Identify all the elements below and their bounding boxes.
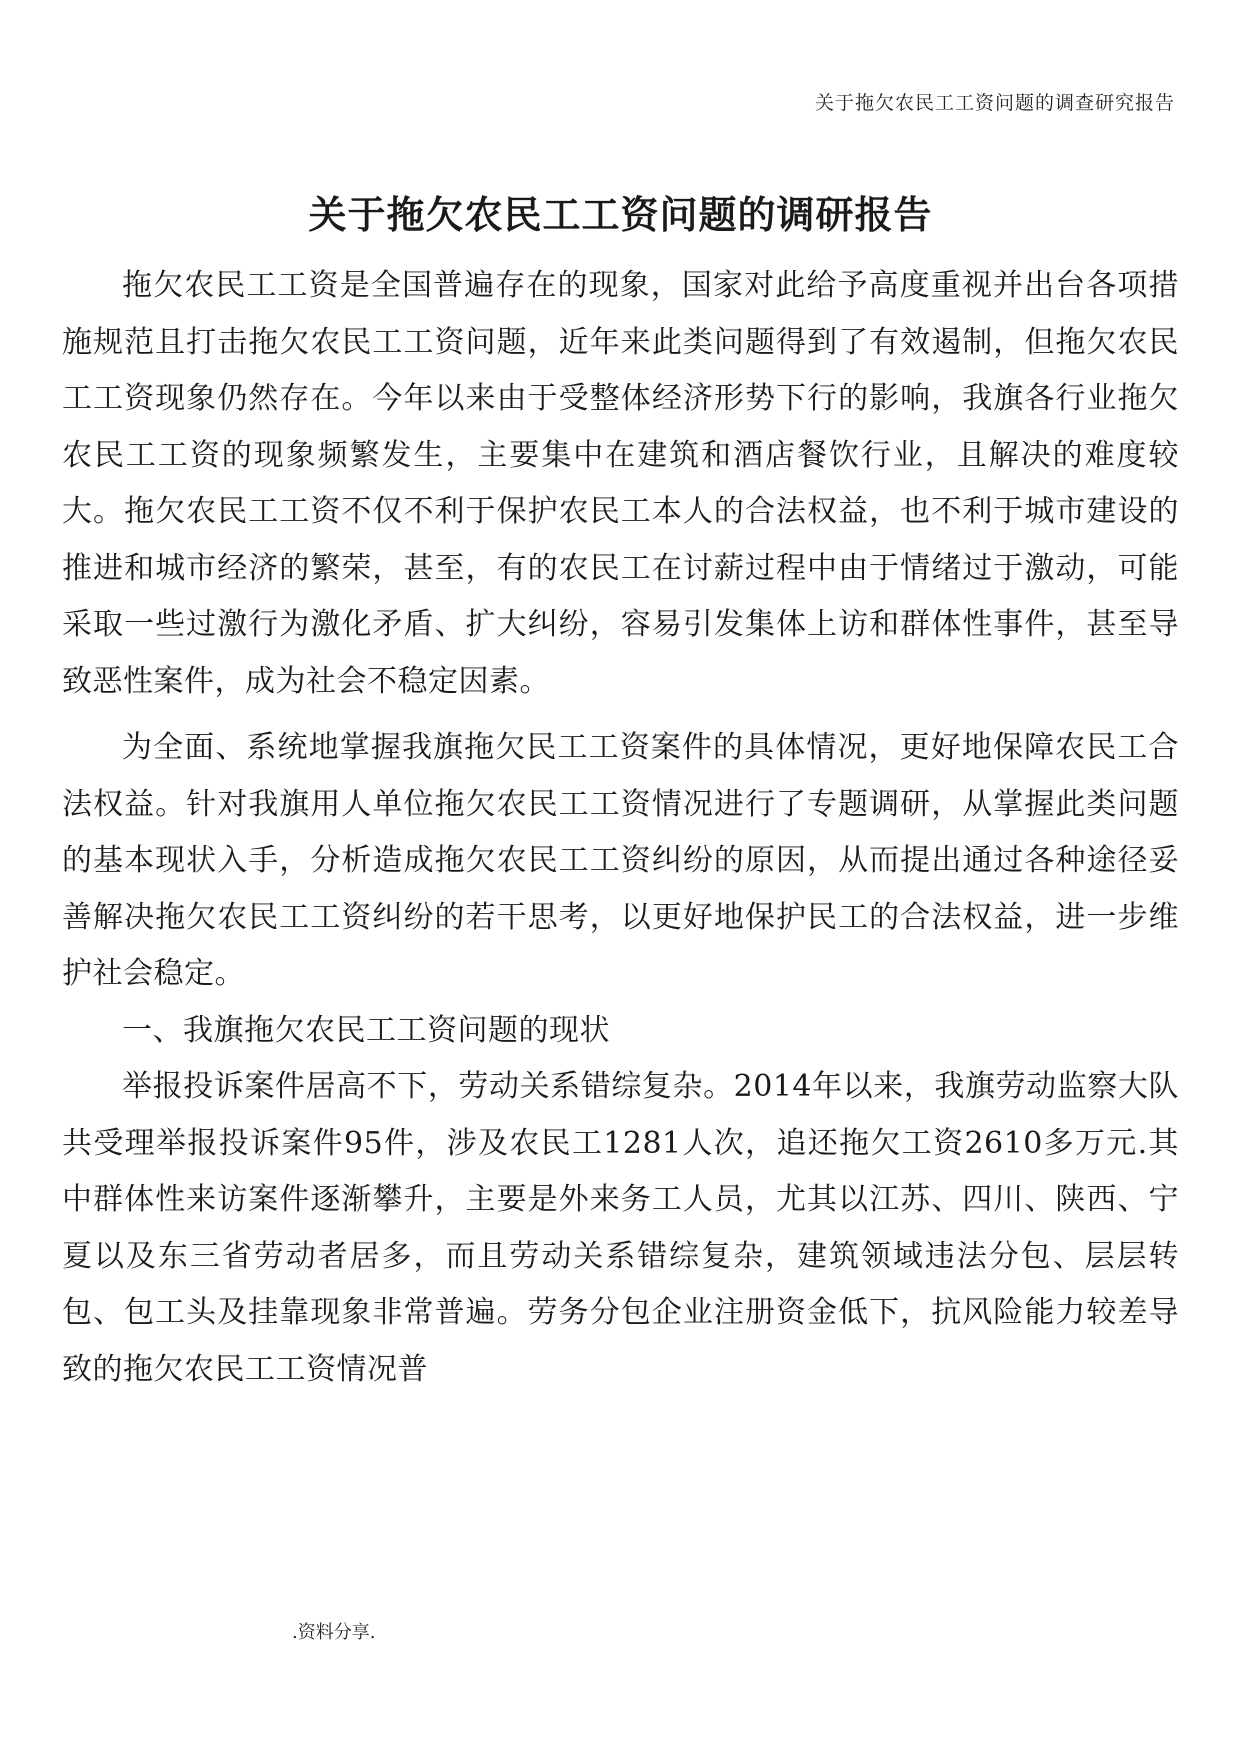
document-title: 关于拖欠农民工工资问题的调研报告: [308, 192, 933, 237]
document-body: [62, 258, 1179, 1398]
paragraph-purpose: 为全面、系统地掌握我旗拖欠民工工资案件的具体情况，更好地保障农民工合法权益。针对我旗用人单位拖欠农民工工资情况进行了专题调研，从掌握此类问题的基本现状入手，分析造成拖欠农民工工资纠纷的原因，从而提出通过各种途径妥善解决拖欠农民工工资纠纷的若干思考，以更好地保护民工的合法权益，进一步维护社会稳定。: [62, 730, 1179, 991]
running-header: 关于拖欠农民工工资问题的调查研究报告: [814, 92, 1175, 114]
paragraph-status: 举报投诉案件居高不下，劳动关系错综复杂。2014年以来，我旗劳动监察大队共受理举报投诉案件95件，涉及农民工1281人次，追还拖欠工资2610多万元.其中群体性来访案件逐渐攀升，主要是外来务工人员，尤其以江苏、四川、陕西、宁夏以及东三省劳动者居多，而且劳动关系错综复杂，建筑领域违法分包、层层转包、包工头及挂靠现象非常普遍。劳务分包企业注册资金低下，抗风险能力较差导致的拖欠农民工工资情况普: [62, 1069, 1179, 1387]
section-heading: 一、我旗拖欠农民工工资问题的现状: [122, 1012, 610, 1048]
paragraph-intro: 拖欠农民工工资是全国普遍存在的现象，国家对此给予高度重视并出台各项措施规范且打击拖欠农民工工资问题，近年来此类问题得到了有效遏制，但拖欠农民工工资现象仍然存在。今年以来由于受整体经济形势下行的影响，我旗各行业拖欠农民工工资的现象频繁发生，主要集中在建筑和酒店餐饮行业，且解决的难度较大。拖欠农民工工资不仅不利于保护农民工本人的合法权益，也不利于城市建设的推进和城市经济的繁荣，甚至，有的农民工在讨薪过程中由于情绪过于激动，可能采取一些过激行为激化矛盾、扩大纠纷，容易引发集体上访和群体性事件，甚至导致恶性案件，成为社会不稳定因素。: [62, 268, 1179, 699]
page-footer: .资料分享.: [292, 1622, 376, 1643]
